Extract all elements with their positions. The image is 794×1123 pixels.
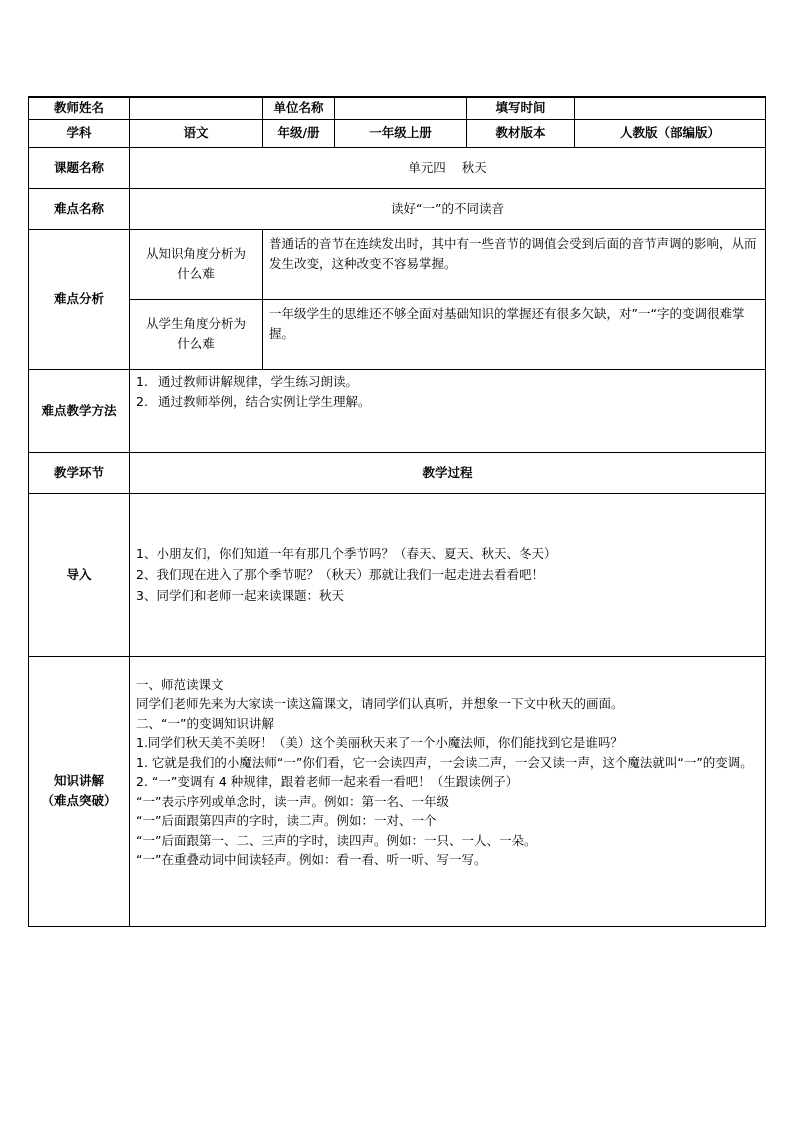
difficulty-label: 难点名称 <box>29 188 130 229</box>
intro-line: 1、小朋友们，你们知道一年有那几个季节吗？（春天、夏天、秋天、冬天） <box>136 546 557 561</box>
subject-value: 语文 <box>130 119 263 147</box>
knowledge-line: “一”表示序列或单念时，读一声。例如：第一名、一年级 <box>136 793 449 809</box>
knowledge-line: 一、师范读课文 <box>136 676 224 692</box>
textbook-value: 人教版（部编版） <box>575 119 766 147</box>
unit-value <box>335 97 467 119</box>
student-angle-text: 一年级学生的思维还不够全面对基础知识的掌握还有很多欠缺，对”一“字的变调很难掌握。 <box>263 299 766 369</box>
knowledge-line: “一”后面跟第四声的字时，读二声。例如：一对、一个 <box>136 813 437 828</box>
method-item: 2. 通过教师举例，结合实例让学生理解。 <box>136 393 371 409</box>
textbook-label: 教材版本 <box>467 119 575 147</box>
grade-value: 一年级上册 <box>335 119 467 147</box>
knowledge-line: 2. “一”变调有 4 种规律，跟着老师一起来看一看吧！（生跟读例子） <box>136 774 519 789</box>
knowledge-line: 二、“一”的变调知识讲解 <box>136 715 274 731</box>
method-row <box>29 369 766 452</box>
method-label: 难点教学方法 <box>29 369 130 452</box>
knowledge-line: “一”在重叠动词中间读轻声。例如：看一看、听一听、写一写。 <box>136 852 487 867</box>
lesson-plan-table <box>28 96 766 927</box>
student-angle-label: 从学生角度分析为什么难 <box>130 299 263 369</box>
header-row-2 <box>29 119 766 147</box>
lesson-value: 单元四 秋天 <box>130 147 766 188</box>
analysis-student-row <box>29 299 766 369</box>
analysis-label: 难点分析 <box>29 229 130 369</box>
intro-label: 导入 <box>29 493 130 656</box>
header-row-1 <box>29 97 766 119</box>
knowledge-row <box>29 656 766 926</box>
stage-label: 教学环节 <box>29 452 130 493</box>
intro-line: 3、同学们和老师一起来读课题：秋天 <box>136 588 344 603</box>
method-item: 1. 通过教师讲解规律，学生练习朗读。 <box>136 373 359 389</box>
subject-label: 学科 <box>29 119 130 147</box>
difficulty-row <box>29 188 766 229</box>
knowledge-angle-text: 普通话的音节在连续发出时，其中有一些音节的调值会受到后面的音节声调的影响，从而发生改变，这种改变不容易掌握。 <box>263 229 766 299</box>
teacher-name-value <box>130 97 263 119</box>
knowledge-line: 1.同学们秋天美不美呀！（美）这个美丽秋天来了一个小魔法师，你们能找到它是谁吗？ <box>136 735 623 750</box>
analysis-knowledge-row <box>29 229 766 299</box>
difficulty-value: 读好“一”的不同读音 <box>130 188 766 229</box>
knowledge-line: “一”后面跟第一、二、三声的字时，读四声。例如：一只、一人、一朵。 <box>136 832 537 848</box>
knowledge-label-cell <box>29 656 130 926</box>
knowledge-line: 同学们老师先来为大家读一读这篇课文，请同学们认真听，并想象一下文中秋天的画面。 <box>136 696 624 711</box>
grade-label: 年级/册 <box>263 119 335 147</box>
knowledge-label: 知识讲解 <box>53 773 104 788</box>
knowledge-angle-label: 从知识角度分析为什么难 <box>130 229 263 299</box>
date-label: 填写时间 <box>467 97 575 119</box>
unit-label: 单位名称 <box>263 97 335 119</box>
intro-line: 2、我们现在进入了那个季节呢？（秋天）那就让我们一起走进去看看吧！ <box>136 567 544 582</box>
knowledge-text <box>130 656 766 926</box>
teacher-name-label: 教师姓名 <box>29 97 130 119</box>
date-value <box>575 97 766 119</box>
intro-text <box>130 493 766 656</box>
method-list <box>130 369 766 452</box>
knowledge-label-sub: （难点突破） <box>41 793 117 808</box>
process-header-row <box>29 452 766 493</box>
intro-row <box>29 493 766 656</box>
process-label: 教学过程 <box>130 452 766 493</box>
knowledge-line: 1. 它就是我们的小魔法师“一”你们看，它一会读四声，一会读二声，一会又读一声，这个魔法就叫“一”的变调。 <box>136 754 753 770</box>
lesson-label: 课题名称 <box>29 147 130 188</box>
lesson-row <box>29 147 766 188</box>
